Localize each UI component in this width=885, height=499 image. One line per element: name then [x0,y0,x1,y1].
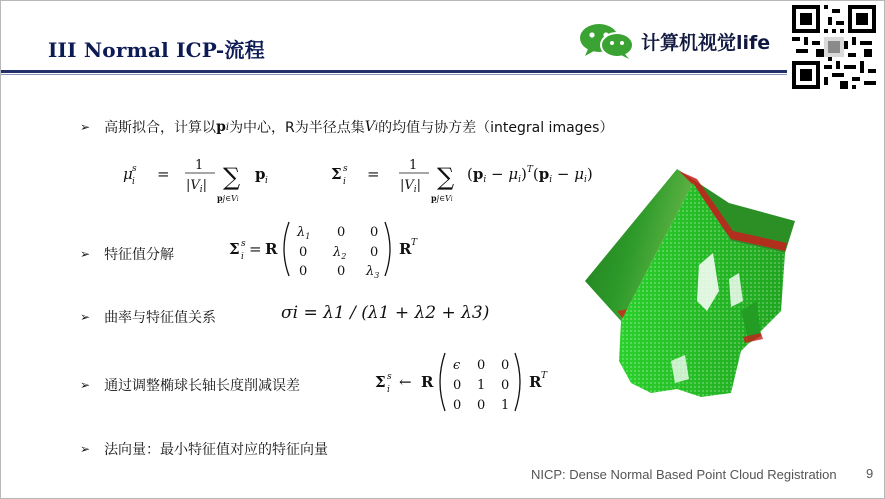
svg-text:|Vi|: $|V_i|$ [400,178,422,195]
svg-text:μ: μ [123,165,133,183]
eigen-formula [227,216,427,282]
svg-text:R: R [529,373,542,391]
svg-text:R: R [421,373,434,391]
svg-text:0: 0 [453,378,462,393]
svg-text:Σ: Σ [375,373,386,391]
svg-text:0: 0 [337,225,346,240]
svg-text:R: R [265,240,278,258]
arrow-bullet-icon: ➢ [80,378,91,392]
svg-text:=: = [157,165,170,183]
wechat-icon [579,23,635,59]
svg-text:0: 0 [370,245,379,260]
arrow-bullet-icon: ➢ [80,120,91,134]
bullet-curvature: ➢ 曲率与特征值关系 [80,310,217,326]
qr-code-image [792,5,876,89]
svg-text:0: 0 [477,358,486,373]
page-number: 9 [866,466,874,481]
title-underline-thin [1,74,787,75]
mean-covariance-formula [119,149,619,209]
svg-text:∑: ∑ [223,163,241,191]
svg-text:i: i [132,177,135,187]
svg-text:∑: ∑ [437,163,455,191]
title-underline [1,70,787,73]
svg-text:i: i [265,176,268,186]
bullet-normal-vector: ➢ 法向量：最小特征值对应的特征向量 [80,442,329,458]
svg-text:=: = [249,240,262,258]
svg-text:λ2: $\lambda_2$ [333,245,347,261]
svg-text:Σ: Σ [331,165,342,183]
svg-text:Σ: Σ [229,240,240,258]
bullet-eigendecomposition: ➢ 特征值分解 [80,247,175,263]
svg-text:0: 0 [501,358,510,373]
covariance-adjust-formula [373,347,563,415]
svg-text:s: s [343,164,348,174]
footer-citation: NICP: Dense Normal Based Point Cloud Registration [531,467,837,482]
svg-text:0: 0 [370,225,379,240]
svg-text:s: s [387,372,392,382]
svg-text:p: p [255,165,266,183]
brand-name: 计算机视觉life [641,31,771,54]
svg-text:0: 0 [477,398,486,413]
svg-text:|Vi|: $|V_i|$ [186,178,208,195]
point-cloud-image [581,161,801,406]
svg-text:0: 0 [299,264,308,279]
svg-text:ϵ: ϵ [453,358,461,373]
svg-text:=: = [367,165,380,183]
arrow-bullet-icon: ➢ [80,247,91,261]
svg-text:1: 1 [195,158,204,173]
svg-text:T: T [411,238,418,248]
svg-text:1: 1 [501,398,510,413]
svg-text:R: R [399,240,412,258]
svg-text:1: 1 [477,378,486,393]
svg-text:0: 0 [299,245,308,260]
svg-text:pj∈Vi: pj∈Vi [217,193,239,203]
svg-text:λ3: $\lambda_3$ [366,264,380,280]
svg-text:0: 0 [453,398,462,413]
bullet-ellipsoid: ➢ 通过调整椭球长轴长度削减误差 [80,378,301,394]
svg-text:λ1: $\lambda_1$ [297,225,311,241]
svg-text:i: i [241,252,244,262]
bullet-gaussian-fit: ➢ 高斯拟合，计算以 p i 为中心，R为半径点集 V i 的均值与协方差（integral images） [80,119,614,136]
svg-text:i: i [343,177,346,187]
curvature-formula: σi = λ1 / (λ1 + λ2 + λ3) [281,303,490,323]
svg-text:s: s [132,164,137,174]
svg-text:0: 0 [501,378,510,393]
slide-title: III Normal ICP-流程 [48,38,265,62]
svg-text:←: ← [399,373,412,391]
brand [579,23,770,59]
svg-text:0: 0 [337,264,346,279]
arrow-bullet-icon: ➢ [80,310,91,324]
svg-text:1: 1 [409,158,418,173]
arrow-bullet-icon: ➢ [80,442,91,456]
svg-text:i: i [387,385,390,395]
svg-text:(pi − μi)T(pi − μi): $(p_i - \mu_i)^T(p_i - \mu_i)$ [467,165,593,185]
svg-text:T: T [541,371,548,381]
svg-text:pj∈Vi: pj∈Vi [431,193,453,203]
svg-text:s: s [241,239,246,249]
